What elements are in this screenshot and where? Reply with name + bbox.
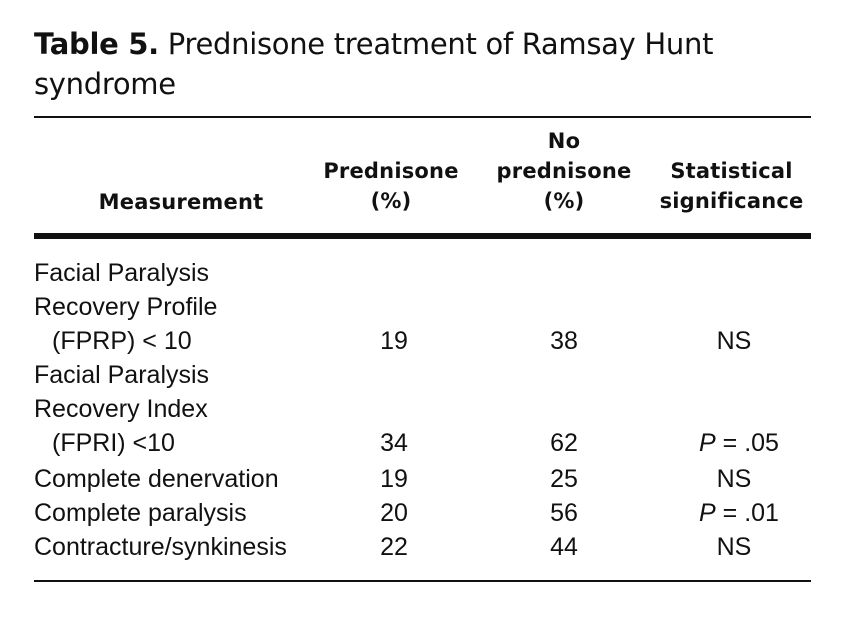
cell-prednisone: 19 <box>380 465 408 493</box>
table-title: Prednisone treatment of Ramsay Hunt syndrome <box>34 27 714 101</box>
cell-no-prednisone: 38 <box>550 327 578 355</box>
header-no-prednisone <box>479 126 649 216</box>
table-row-label <box>34 358 209 460</box>
header-measurement-text: Measurement <box>98 190 264 214</box>
row-label-line: Recovery Index <box>34 395 208 423</box>
table-row-label <box>34 256 217 358</box>
table-row-label: Complete paralysis <box>34 499 247 527</box>
row-label-line: (FPRP) < 10 <box>52 327 192 355</box>
header-significance <box>649 156 814 216</box>
cell-significance: NS <box>716 533 752 561</box>
row-label-line: Recovery Profile <box>34 293 218 321</box>
cell-significance: P = .01 <box>699 499 779 527</box>
bottom-rule <box>34 580 811 582</box>
cell-prednisone: 22 <box>380 533 408 561</box>
cell-no-prednisone: 25 <box>550 465 578 493</box>
cell-significance: P = .05 <box>699 429 779 457</box>
table-caption <box>34 24 754 104</box>
row-label-line: Facial Paralysis <box>34 259 210 287</box>
cell-prednisone: 34 <box>380 429 408 457</box>
table-label: Table 5. <box>34 27 159 61</box>
cell-no-prednisone: 56 <box>550 499 578 527</box>
header-no-prednisone-line2: prednisone <box>496 159 632 183</box>
header-prednisone-line2: (%) <box>370 189 412 213</box>
header-no-prednisone-line1: No <box>547 129 581 153</box>
cell-significance: NS <box>716 465 752 493</box>
table-row-label: Contracture/synkinesis <box>34 533 287 561</box>
cell-significance: NS <box>716 327 752 355</box>
table-figure <box>34 24 811 561</box>
table-row-label: Complete denervation <box>34 465 279 493</box>
header-no-prednisone-line3: (%) <box>543 189 585 213</box>
header-significance-line1: Statistical <box>670 159 793 183</box>
row-label-line: Facial Paralysis <box>34 361 210 389</box>
top-rule <box>34 116 811 118</box>
header-significance-line2: significance <box>659 189 804 213</box>
row-label-line: (FPRI) <10 <box>52 429 175 457</box>
header-measurement <box>86 187 276 217</box>
header-prednisone-line1: Prednisone <box>323 159 459 183</box>
cell-no-prednisone: 62 <box>550 429 578 457</box>
cell-prednisone: 20 <box>380 499 408 527</box>
cell-no-prednisone: 44 <box>550 533 578 561</box>
cell-prednisone: 19 <box>380 327 408 355</box>
header-prednisone <box>316 156 466 216</box>
header-rule <box>34 233 811 239</box>
